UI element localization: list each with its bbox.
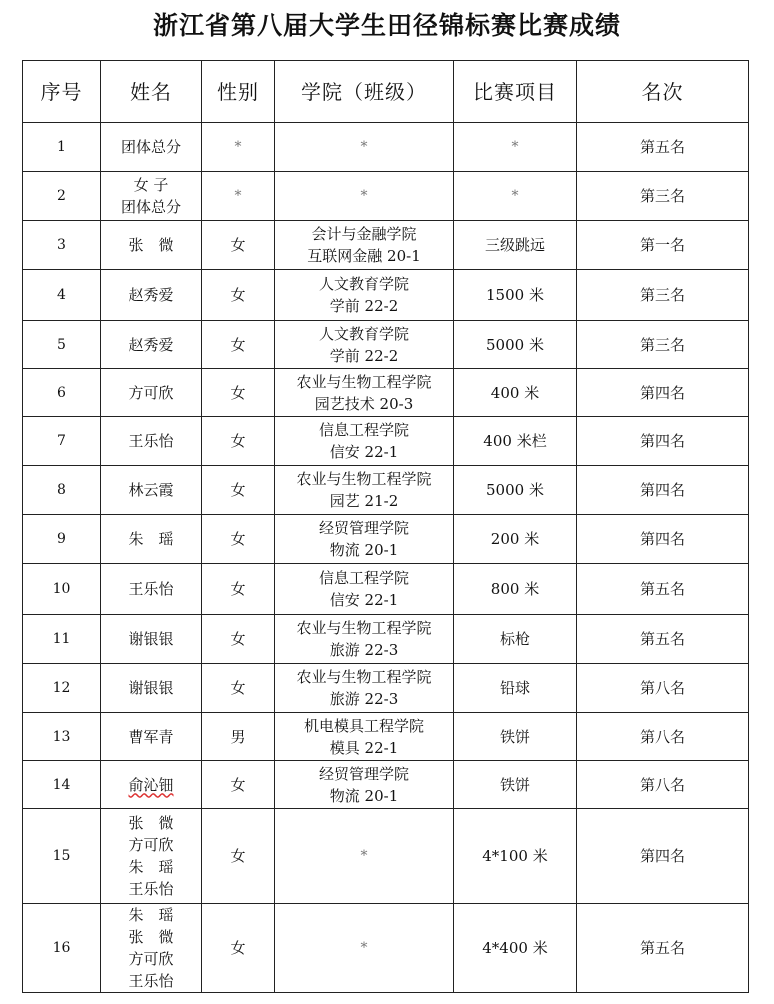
table-row: [23, 221, 749, 270]
cell-gender: 女: [202, 564, 275, 615]
cell-gender: 女: [202, 664, 275, 713]
table-row: [23, 713, 749, 761]
cell-no: 2: [23, 172, 101, 221]
cell-no: 3: [23, 221, 101, 270]
header-rank: 名次: [577, 61, 749, 123]
cell-line: 王乐怡: [128, 880, 174, 898]
header-name: 姓名: [101, 61, 202, 123]
cell-rank: 第三名: [577, 270, 749, 321]
cell-line: 模具 22-1: [329, 738, 399, 757]
cell-line: 旅游 22-3: [329, 641, 399, 659]
cell-no: 14: [23, 761, 101, 809]
cell-no: 1: [23, 123, 101, 172]
cell-name: [101, 904, 202, 993]
header-no: 序号: [23, 61, 101, 123]
results-table: [22, 60, 749, 993]
cell-gender: *: [202, 172, 275, 221]
cell-line: 物流 20-1: [329, 541, 399, 559]
table-row: [23, 564, 749, 615]
cell-college: [275, 809, 454, 904]
cell-rank: 第五名: [577, 123, 749, 172]
cell-line: 农业与生物工程学院: [296, 470, 432, 488]
cell-event: 标枪: [454, 615, 577, 664]
cell-no: 6: [23, 369, 101, 417]
cell-no: 10: [23, 564, 101, 615]
cell-name: [101, 466, 202, 515]
cell-name: [101, 761, 202, 809]
cell-no: 12: [23, 664, 101, 713]
cell-line: *: [360, 139, 368, 155]
cell-line: 经贸管理学院: [318, 519, 409, 537]
cell-line: 互联网金融 20-1: [307, 247, 421, 265]
cell-rank: 第一名: [577, 221, 749, 270]
table-row: [23, 123, 749, 172]
header-event: 比赛项目: [454, 61, 577, 123]
cell-college: [275, 466, 454, 515]
cell-gender: 女: [202, 270, 275, 321]
cell-name: [101, 515, 202, 564]
header-college: 学院（班级）: [275, 61, 454, 123]
cell-event: 800 米: [454, 564, 577, 615]
cell-gender: 男: [202, 713, 275, 761]
cell-line: *: [360, 188, 368, 204]
table-row: [23, 417, 749, 466]
cell-line: 张 微: [128, 928, 174, 946]
table-row: [23, 615, 749, 664]
cell-rank: 第四名: [577, 466, 749, 515]
cell-no: 5: [23, 321, 101, 369]
table-row: [23, 515, 749, 564]
cell-college: [275, 713, 454, 761]
cell-college: [275, 761, 454, 809]
cell-rank: 第三名: [577, 172, 749, 221]
cell-event: 4*400 米: [454, 904, 577, 993]
cell-line: 物流 20-1: [329, 786, 399, 805]
cell-line: 方可欣: [128, 383, 174, 402]
cell-line: *: [360, 848, 368, 864]
cell-line: 俞沁钿: [128, 775, 174, 794]
cell-line: 王乐怡: [128, 972, 174, 990]
cell-line: 机电模具工程学院: [303, 716, 424, 735]
cell-event: *: [454, 172, 577, 221]
results-body: [23, 123, 749, 993]
cell-line: 谢银银: [128, 679, 174, 697]
cell-rank: 第五名: [577, 615, 749, 664]
cell-no: 13: [23, 713, 101, 761]
cell-line: 学前 22-2: [329, 346, 399, 365]
cell-line: 人文教育学院: [318, 275, 409, 293]
table-row: [23, 321, 749, 369]
cell-line: 朱 瑶: [128, 906, 174, 924]
cell-line: 谢银银: [128, 630, 174, 648]
table-row: [23, 369, 749, 417]
cell-line: 信安 22-1: [329, 443, 399, 461]
cell-event: 400 米: [454, 369, 577, 417]
cell-no: 8: [23, 466, 101, 515]
cell-line: 会计与金融学院: [311, 225, 417, 243]
cell-name: [101, 321, 202, 369]
cell-no: 16: [23, 904, 101, 993]
cell-name: [101, 713, 202, 761]
cell-event: 200 米: [454, 515, 577, 564]
cell-no: 9: [23, 515, 101, 564]
cell-gender: 女: [202, 809, 275, 904]
cell-college: [275, 417, 454, 466]
cell-college: [275, 515, 454, 564]
cell-rank: 第八名: [577, 761, 749, 809]
table-row: [23, 664, 749, 713]
cell-name: [101, 615, 202, 664]
cell-line: 林云霞: [128, 481, 174, 499]
cell-name: [101, 664, 202, 713]
cell-rank: 第五名: [577, 564, 749, 615]
cell-college: [275, 172, 454, 221]
cell-name: [101, 369, 202, 417]
cell-college: [275, 321, 454, 369]
cell-rank: 第四名: [577, 417, 749, 466]
cell-line: 农业与生物工程学院: [296, 372, 432, 391]
cell-line: 朱 瑶: [128, 530, 174, 548]
cell-rank: 第三名: [577, 321, 749, 369]
cell-gender: 女: [202, 515, 275, 564]
cell-event: 1500 米: [454, 270, 577, 321]
cell-college: [275, 369, 454, 417]
cell-college: [275, 123, 454, 172]
cell-gender: 女: [202, 466, 275, 515]
cell-line: 张 微: [128, 236, 174, 254]
cell-line: 赵秀爱: [128, 286, 174, 304]
cell-line: 张 微: [128, 814, 174, 832]
cell-line: 园艺 21-2: [329, 492, 399, 510]
cell-event: 5000 米: [454, 321, 577, 369]
cell-line: 女 子: [133, 176, 169, 194]
table-row: [23, 172, 749, 221]
cell-name: [101, 221, 202, 270]
cell-line: 学前 22-2: [329, 297, 399, 315]
cell-college: [275, 221, 454, 270]
cell-line: 方可欣: [128, 836, 174, 854]
cell-gender: 女: [202, 761, 275, 809]
cell-line: 曹军青: [128, 727, 174, 746]
header-row: [23, 61, 749, 123]
cell-name: [101, 417, 202, 466]
header-gender: 性别: [202, 61, 275, 123]
cell-rank: 第四名: [577, 809, 749, 904]
cell-college: [275, 664, 454, 713]
cell-event: *: [454, 123, 577, 172]
cell-gender: *: [202, 123, 275, 172]
cell-college: [275, 270, 454, 321]
table-row: [23, 809, 749, 904]
cell-no: 7: [23, 417, 101, 466]
cell-event: 铁饼: [454, 761, 577, 809]
cell-event: 三级跳远: [454, 221, 577, 270]
cell-line: 朱 瑶: [128, 858, 174, 876]
cell-name: [101, 270, 202, 321]
cell-name: [101, 123, 202, 172]
page-title: 浙江省第八届大学生田径锦标赛比赛成绩: [152, 11, 621, 40]
cell-rank: 第五名: [577, 904, 749, 993]
cell-gender: 女: [202, 321, 275, 369]
cell-line: 农业与生物工程学院: [296, 619, 432, 637]
cell-no: 15: [23, 809, 101, 904]
cell-gender: 女: [202, 417, 275, 466]
cell-line: 人文教育学院: [318, 324, 409, 343]
cell-rank: 第八名: [577, 664, 749, 713]
cell-line: 经贸管理学院: [318, 764, 409, 783]
cell-gender: 女: [202, 615, 275, 664]
cell-line: 王乐怡: [128, 432, 174, 450]
cell-name: [101, 809, 202, 904]
cell-line: 团体总分: [120, 198, 181, 216]
cell-gender: 女: [202, 369, 275, 417]
cell-no: 11: [23, 615, 101, 664]
cell-no: 4: [23, 270, 101, 321]
cell-name: [101, 564, 202, 615]
cell-college: [275, 904, 454, 993]
cell-college: [275, 564, 454, 615]
table-row: [23, 466, 749, 515]
cell-line: 信安 22-1: [329, 591, 399, 609]
cell-college: [275, 615, 454, 664]
cell-event: 铅球: [454, 664, 577, 713]
table-row: [23, 761, 749, 809]
cell-event: 400 米栏: [454, 417, 577, 466]
cell-line: 方可欣: [128, 950, 174, 968]
cell-gender: 女: [202, 904, 275, 993]
cell-name: [101, 172, 202, 221]
cell-line: *: [360, 940, 368, 956]
cell-line: 农业与生物工程学院: [296, 668, 432, 686]
cell-line: 信息工程学院: [318, 421, 409, 439]
cell-line: 信息工程学院: [318, 569, 409, 587]
cell-line: 王乐怡: [128, 580, 174, 598]
cell-gender: 女: [202, 221, 275, 270]
table-row: [23, 270, 749, 321]
cell-line: 团体总分: [120, 138, 181, 156]
cell-rank: 第八名: [577, 713, 749, 761]
cell-rank: 第四名: [577, 369, 749, 417]
cell-event: 铁饼: [454, 713, 577, 761]
cell-line: 旅游 22-3: [329, 690, 399, 708]
cell-line: 赵秀爱: [128, 335, 174, 354]
cell-rank: 第四名: [577, 515, 749, 564]
cell-line: 园艺技术 20-3: [314, 394, 414, 413]
cell-event: 5000 米: [454, 466, 577, 515]
table-row: [23, 904, 749, 993]
cell-event: 4*100 米: [454, 809, 577, 904]
